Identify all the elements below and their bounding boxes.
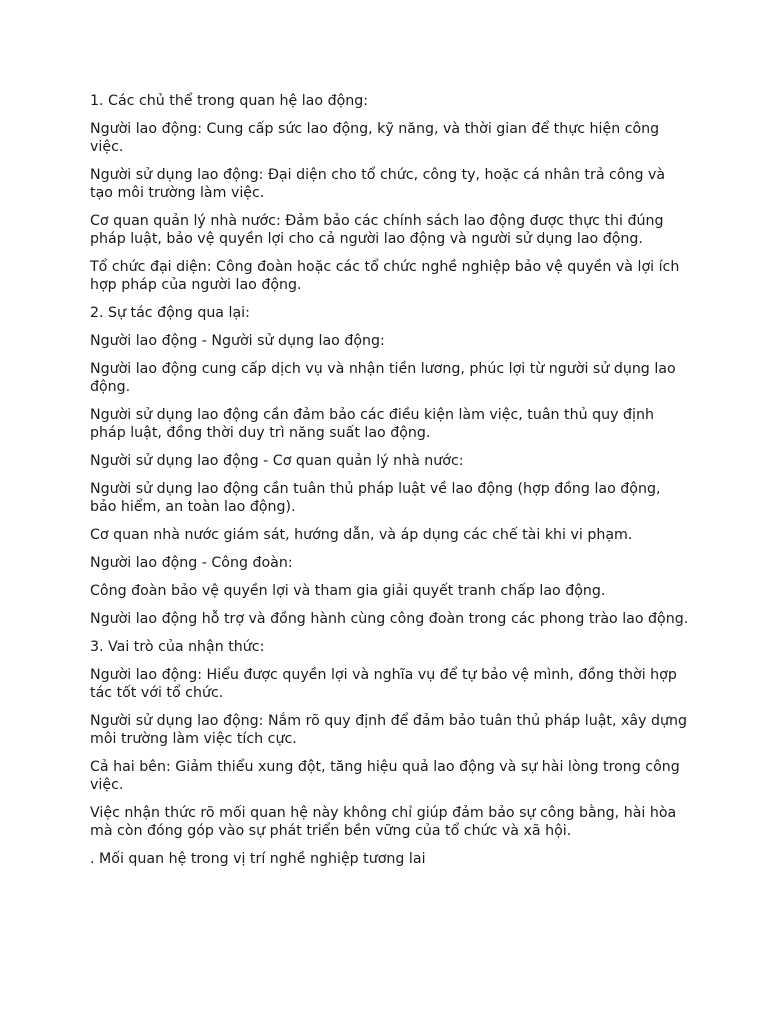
paragraph: Người lao động: Hiểu được quyền lợi và nghĩa vụ để tự bảo vệ mình, đồng thời hợp tác tốt với tổ chức. [90,667,677,701]
paragraph: Tổ chức đại diện: Công đoàn hoặc các tổ chức nghề nghiệp bảo vệ quyền và lợi ích hợp pháp của người lao động. [90,259,680,293]
paragraph: Cơ quan nhà nước giám sát, hướng dẫn, và áp dụng các chế tài khi vi phạm. [90,527,633,543]
subheading: Người lao động - Người sử dụng lao động: [90,333,385,349]
paragraph: Người sử dụng lao động: Nắm rõ quy định để đảm bảo tuân thủ pháp luật, xây dựng môi trường làm việc tích cực. [90,713,688,747]
paragraph: Người lao động hỗ trợ và đồng hành cùng công đoàn trong các phong trào lao động. [90,611,689,627]
subheading: Người sử dụng lao động - Cơ quan quản lý nhà nước: [90,453,464,469]
section-heading: . Mối quan hệ trong vị trí nghề nghiệp tương lai [90,851,426,867]
section-heading: 3. Vai trò của nhận thức: [90,639,265,655]
document-page [90,92,690,878]
paragraph: Cơ quan quản lý nhà nước: Đảm bảo các chính sách lao động được thực thi đúng pháp luật, bảo vệ quyền lợi cho cả người lao động và người sử dụng lao động. [90,213,664,247]
paragraph: Người sử dụng lao động cần tuân thủ pháp luật về lao động (hợp đồng lao động, bảo hiểm, an toàn lao động). [90,481,661,515]
paragraph: Người sử dụng lao động cần đảm bảo các điều kiện làm việc, tuân thủ quy định pháp luật, đồng thời duy trì năng suất lao động. [90,407,654,441]
paragraph: Người sử dụng lao động: Đại diện cho tổ chức, công ty, hoặc cá nhân trả công và tạo môi trường làm việc. [90,167,666,201]
subheading: Người lao động - Công đoàn: [90,555,293,571]
section-heading: 2. Sự tác động qua lại: [90,305,250,321]
paragraph: Người lao động cung cấp dịch vụ và nhận tiền lương, phúc lợi từ người sử dụng lao động. [90,361,676,395]
paragraph: Cả hai bên: Giảm thiểu xung đột, tăng hiệu quả lao động và sự hài lòng trong công việc. [90,759,680,793]
paragraph: Công đoàn bảo vệ quyền lợi và tham gia giải quyết tranh chấp lao động. [90,583,606,599]
paragraph: Việc nhận thức rõ mối quan hệ này không chỉ giúp đảm bảo sự công bằng, hài hòa mà còn đóng góp vào sự phát triển bền vững của tổ chức và xã hội. [90,805,677,839]
section-heading: 1. Các chủ thể trong quan hệ lao động: [90,93,369,109]
paragraph: Người lao động: Cung cấp sức lao động, kỹ năng, và thời gian để thực hiện công việc. [90,121,660,155]
